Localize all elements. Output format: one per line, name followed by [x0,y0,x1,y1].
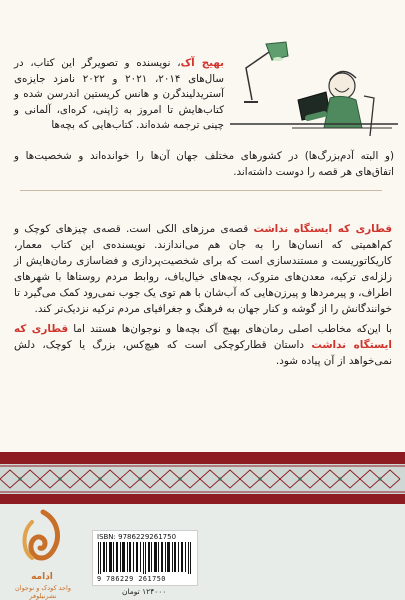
publisher-logo-icon [12,506,74,596]
bio-line: کریستین اندرسن شده و کتاب‌هایش تا [14,88,225,116]
publisher-subtitle: واحد کودک و نوجوان نشرنیلوفر [15,584,71,600]
bio-line: ترجمه شده‌اند. کتاب‌هایی که بچه‌ها [51,119,200,131]
isbn-label: ISBN: 9786229261750 [97,533,177,541]
bio-line: (و البته آدم‌بزرگ‌ها) در کشورهای مختلف جهان آن‌ها را خوانده‌اند و [78,150,394,162]
book-title-highlight: قطاری که ایستگاه نداشت [253,223,392,235]
book-description [14,222,392,375]
isbn-number: 9 786229 261750 [97,575,166,583]
description-text: داستان قطارکوچکی است که هیچ‌کس، بزرگ یا کوچک، دلش نمی‌خواهد از آن پیاده شود. [14,339,392,368]
description-paragraph [14,322,392,370]
barcode-icon [98,542,192,574]
bio-line: امروز به ژاپنی، کره‌ای، آلمانی و چینی [14,103,224,131]
decorative-pattern-band [0,464,405,494]
description-text: قصه‌ی مرزهای الکی است. قصه‌ی چیزهای کوچک و کم‌اهمیتی که انسان‌ها را به جان هم می‌اندازند. نویسنده‌ی این کتاب معمار، کاریکاتوریست و مستندسازی است که برای شخصیت‌پردازی و فضاسازی رمان‌هایش از زلزله‌ی ترکیه، معدن‌های متروک، بچه‌های خیال‌باف، روابط مردم روستاها با شهرهای اطراف، و پیرمردها و پیرزن‌هایی که آب‌شان با هم توی یک جوب نمی‌رود کمک می‌گیرد تا خوانندگانش را از گوشه و کنار جهان به فرهنگ و جغرافیای مردم ترکیه نزدیک‌تر کند. [14,223,392,315]
bio-line: جایزه‌ی آستریدلیندگرن و هانس [14,72,225,100]
decorative-band-top [0,452,405,464]
author-bio-continued [14,149,394,180]
author-bio [14,56,224,134]
bio-line: شخصیت‌ها و اتفاق‌های هر قصه را دوست داشته‌اند. [14,150,394,178]
isbn-barcode-box [92,530,198,586]
author-name: بهیج آک [180,57,224,69]
description-paragraph [14,222,392,317]
decorative-band-bottom [0,494,405,504]
author-illustration [222,40,402,150]
section-divider [20,190,382,191]
bio-line: ، نویسنده و تصویرگر این کتاب، [30,57,181,69]
book-title-highlight: قطاری که ایستگاه نداشت [14,323,392,352]
price-label: ۱۲۴۰۰۰ تومان [122,587,167,596]
description-text: با این‌که مخاطب اصلی رمان‌های بهیج آک بچه‌ها و نوجوان‌ها هستند اما [68,323,392,336]
publisher-name: ادامه [31,572,53,582]
bio-line: در سال‌های ۲۰۱۴، ۲۰۲۱ و ۲۰۲۲ نامزد [14,57,224,85]
